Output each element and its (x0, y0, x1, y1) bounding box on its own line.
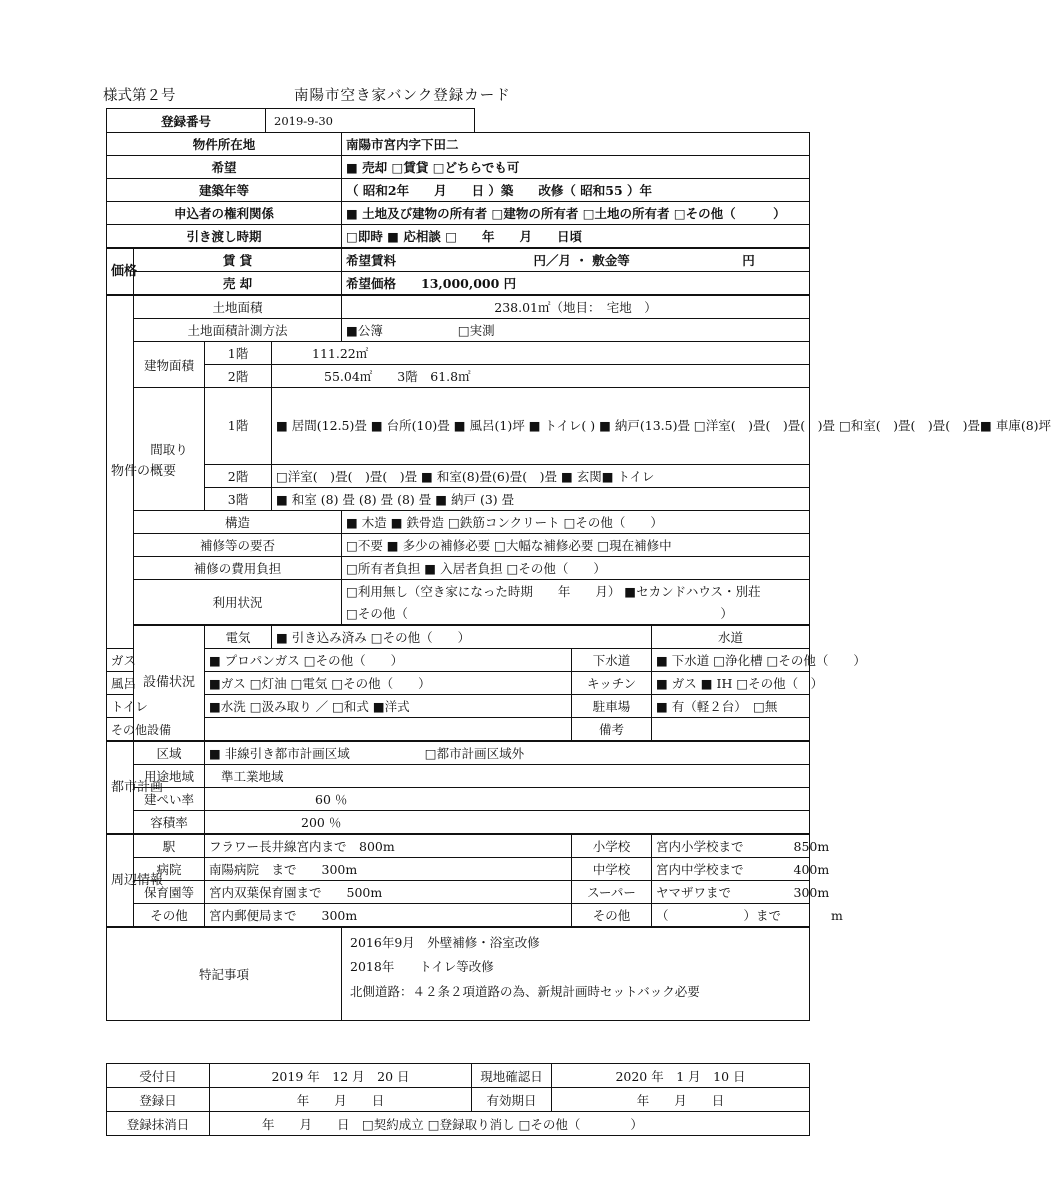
notes-line-2: 2018年 トイレ等改修 (350, 959, 494, 975)
station-label: 駅 (134, 834, 205, 858)
received-date-value: 2019 年 12 月 20 日 (210, 1064, 472, 1088)
elementary-label: 小学校 (572, 834, 652, 858)
repair-cost-value: □所有者負担 ■ 入居者負担 □その他（ ） (342, 557, 810, 580)
notes-content (342, 927, 810, 1021)
toilet-value: ■水洗 □汲み取り ／ □和式 ■洋式 (205, 695, 572, 718)
kitchen-label: キッチン (572, 672, 652, 695)
layout-floor2-label: 2階 (205, 465, 272, 488)
notes-label: 特記事項 (107, 927, 342, 1021)
supermarket-label: スーパー (572, 881, 652, 904)
registration-number-value: 2019-9-30 (274, 114, 333, 128)
bath-label: 風呂 (107, 672, 134, 695)
floor2-area: 55.04㎡ 3階 61.8㎡ (272, 365, 810, 388)
electric-label: 電気 (205, 625, 272, 649)
wish-value: ■ 売却 □賃貸 □どちらでも可 (342, 156, 810, 179)
supermarket-value: ヤマザワまで 300m (652, 881, 810, 904)
notes-line-1: 2016年9月 外壁補修・浴室改修 (350, 935, 540, 950)
layout-label: 間取り (134, 388, 205, 511)
rent-value: 希望賃料 円／月 ・ 敷金等 円 (342, 248, 810, 272)
city-planning-section-label: 都市計画 (107, 741, 134, 834)
building-coverage-label: 建ぺい率 (134, 788, 205, 811)
sale-label: 売 却 (134, 272, 342, 296)
station-value: フラワー長井線宮内まで 800m (205, 834, 572, 858)
parking-value: ■ 有（軽２台） □無 (652, 695, 810, 718)
sewer-value: ■ 下水道 □浄化槽 □その他（ ） (652, 649, 810, 672)
gas-label: ガス (107, 649, 134, 672)
other-equipment-value (205, 718, 572, 742)
sale-value: 希望価格 13,000,000 円 (342, 272, 810, 296)
location-label: 物件所在地 (107, 133, 342, 156)
land-area-value: 238.01㎡（地目： 宅地 ） (342, 295, 810, 319)
price-section-label: 価格 (107, 248, 134, 295)
usage-value-line1: □利用無し（空き家になった時期 年 月） ■セカンドハウス・別荘 (342, 580, 810, 603)
surroundings-other2-label: その他 (572, 904, 652, 928)
nursery-label: 保育園等 (134, 881, 205, 904)
layout-floor1-label: 1階 (205, 388, 272, 465)
form-number: 様式第２号 (103, 88, 176, 104)
hospital-label: 病院 (134, 858, 205, 881)
area-class-label: 区域 (134, 741, 205, 765)
zoning-label: 用途地域 (134, 765, 205, 788)
handover-label: 引き渡し時期 (107, 225, 342, 249)
registered-date-label: 登録日 (107, 1088, 210, 1112)
notes-line-3: 北側道路：４２条２項道路の為、新規計画時セットバック必要 (350, 983, 700, 999)
deleted-date-label: 登録抹消日 (107, 1112, 210, 1136)
zoning-value: 準工業地域 (205, 765, 810, 788)
usage-label: 利用状況 (134, 580, 342, 626)
registration-number-label: 登録番号 (107, 109, 266, 133)
handover-value: □即時 ■ 応相談 □ 年 月 日頃 (342, 225, 810, 249)
registered-date-value: 年 月 日 (210, 1088, 472, 1112)
repair-need-label: 補修等の要否 (134, 534, 342, 557)
registration-number-box (106, 108, 475, 133)
built-year-value: （ 昭和2年 月 日 ）築 改修（ 昭和55 ）年 (342, 179, 810, 202)
overview-section-label: 物件の概要 (107, 295, 134, 649)
sewer-label: 下水道 (572, 649, 652, 672)
footer-table (106, 1063, 810, 1136)
layout-floor3-value: ■ 和室 (8) 畳 (8) 畳 (8) 畳 ■ 納戸 (3) 畳 (272, 488, 810, 511)
valid-date-label: 有効期日 (472, 1088, 552, 1112)
rights-label: 申込者の権利関係 (107, 202, 342, 225)
building-coverage-value: 60 ％ (205, 788, 810, 811)
surroundings-other-value: 宮内郵便局まで 300m (205, 904, 572, 928)
hospital-value: 南陽病院 まで 300m (205, 858, 572, 881)
electric-value: ■ 引き込み済み □その他（ ） (272, 625, 652, 649)
layout-floor1-value: ■ 居間(12.5)畳 ■ 台所(10)畳 ■ 風呂(1)坪 ■ トイレ( ) ■ 納戸(13.5)畳 □洋室( )畳( )畳( )畳 □和室( )畳( )畳( )畳■ 車庫(8)坪 (272, 388, 810, 465)
rights-value: ■ 土地及び建物の所有者 □建物の所有者 □土地の所有者 □その他（ ） (342, 202, 810, 225)
elementary-value: 宮内小学校まで 850m (652, 834, 810, 858)
land-area-label: 土地面積 (134, 295, 342, 319)
bath-value: ■ガス □灯油 □電気 □その他（ ） (205, 672, 572, 695)
repair-cost-label: 補修の費用負担 (134, 557, 342, 580)
structure-label: 構造 (134, 511, 342, 534)
facilities-section-label: 設備状況 (134, 625, 205, 741)
layout-floor2-value: □洋室( )畳( )畳( )畳 ■ 和室(8)畳(6)畳( )畳 ■ 玄関■ トイレ (272, 465, 810, 488)
toilet-label: トイレ (107, 695, 134, 718)
surroundings-other2-value: （ ）まで m (652, 904, 810, 928)
kitchen-value: ■ ガス ■ IH □その他（ ） (652, 672, 810, 695)
land-method-value: ■公簿 □実測 (342, 319, 810, 342)
other-equipment-label: その他設備 (107, 718, 134, 742)
site-check-date-value: 2020 年 1 月 10 日 (552, 1064, 810, 1088)
rent-label: 賃 貸 (134, 248, 342, 272)
location-value: 南陽市宮内字下田二 (342, 133, 810, 156)
remarks-value (652, 718, 810, 742)
layout-floor3-label: 3階 (205, 488, 272, 511)
registration-form (106, 132, 1051, 1021)
floor-area-ratio-value: 200 ％ (205, 811, 810, 835)
junior-high-value: 宮内中学校まで 400m (652, 858, 810, 881)
received-date-label: 受付日 (107, 1064, 210, 1088)
land-method-label: 土地面積計測方法 (134, 319, 342, 342)
floor-area-ratio-label: 容積率 (134, 811, 205, 835)
built-year-label: 建築年等 (107, 179, 342, 202)
valid-date-value: 年 月 日 (552, 1088, 810, 1112)
nursery-value: 宮内双葉保育園まで 500m (205, 881, 572, 904)
building-area-label: 建物面積 (134, 342, 205, 388)
water-label: 水道 (652, 625, 810, 649)
remarks-label: 備考 (572, 718, 652, 742)
surroundings-other-label: その他 (134, 904, 205, 928)
page-title: 南陽市空き家バンク登録カード (294, 88, 511, 104)
structure-value: ■ 木造 ■ 鉄骨造 □鉄筋コンクリート □その他（ ） (342, 511, 810, 534)
floor1-area: 111.22㎡ (272, 342, 810, 365)
area-class-value: ■ 非線引き都市計画区域 □都市計画区域外 (205, 741, 810, 765)
parking-label: 駐車場 (572, 695, 652, 718)
deleted-date-value: 年 月 日 □契約成立 □登録取り消し □その他（ ） (210, 1112, 810, 1136)
surroundings-section-label: 周辺情報 (107, 834, 134, 927)
floor2-label: 2階 (205, 365, 272, 388)
usage-value-line2: □その他（ ） (342, 602, 810, 625)
gas-value: ■ プロパンガス □その他（ ） (205, 649, 572, 672)
wish-label: 希望 (107, 156, 342, 179)
junior-high-label: 中学校 (572, 858, 652, 881)
repair-need-value: □不要 ■ 多少の補修必要 □大幅な補修必要 □現在補修中 (342, 534, 810, 557)
floor1-label: 1階 (205, 342, 272, 365)
site-check-date-label: 現地確認日 (472, 1064, 552, 1088)
